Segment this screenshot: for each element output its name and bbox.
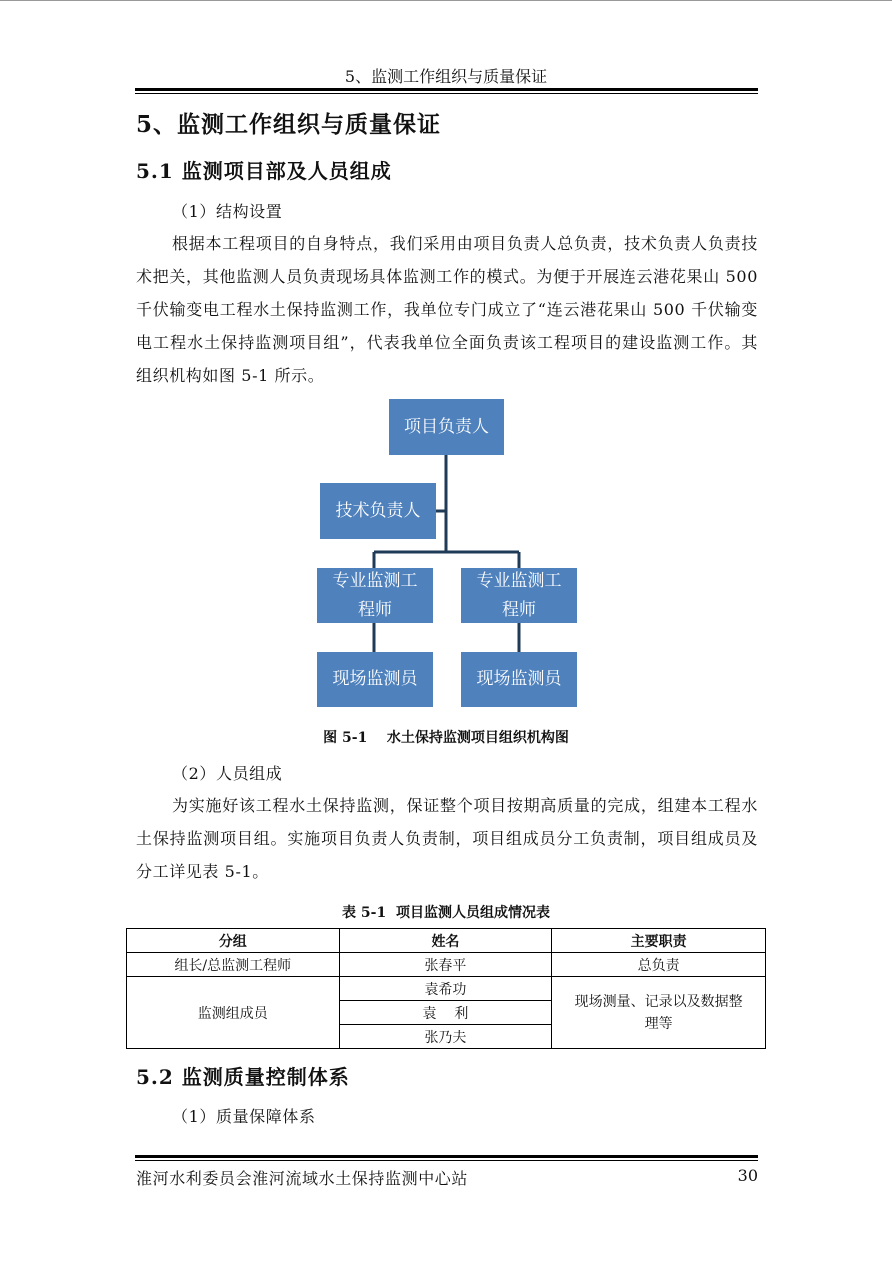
org-box-staff-right: 现场监测员 (461, 652, 577, 707)
header-rule-thick (135, 88, 758, 91)
table-row (127, 977, 766, 1001)
footer-rule-thin (135, 1160, 758, 1161)
table-header-cell: 姓名 (339, 929, 552, 953)
org-box-staff-left: 现场监测员 (317, 652, 433, 707)
table-cell-duty: 总负责 (552, 953, 766, 977)
page-top-edge (0, 0, 892, 1)
org-box-tech-lead: 技术负责人 (320, 483, 436, 539)
table-header-cell: 分组 (127, 929, 340, 953)
section-title-5-1: 5.1 监测项目部及人员组成 (136, 159, 392, 183)
footer-organization: 淮河水利委员会淮河流域水土保持监测中心站 (136, 1169, 469, 1188)
table-header-cell: 主要职责 (552, 929, 766, 953)
personnel-table (126, 928, 766, 1049)
org-box-project-lead: 项目负责人 (389, 399, 504, 455)
section-title-5-2: 5.2 监测质量控制体系 (136, 1065, 350, 1089)
table-header-row (127, 929, 766, 953)
table-cell-duty: 现场测量、记录以及数据整理等 (552, 977, 766, 1049)
header-rule-thin (135, 93, 758, 94)
org-box-engineer-right: 专业监测工程师 (461, 568, 577, 623)
table-cell-name: 袁 利 (339, 1001, 552, 1025)
subheading-structure: （1）结构设置 (172, 202, 283, 221)
table-caption: 表 5-1 项目监测人员组成情况表 (342, 905, 550, 921)
org-box-engineer-left: 专业监测工程师 (317, 568, 433, 623)
footer-rule-thick (135, 1155, 758, 1158)
table-row (127, 953, 766, 977)
chapter-title: 5、监测工作组织与质量保证 (136, 111, 442, 138)
table-cell-name: 张乃夫 (339, 1025, 552, 1049)
table-cell-group: 监测组成员 (127, 977, 340, 1049)
table-cell-name: 张春平 (339, 953, 552, 977)
figure-caption: 图 5-1 水土保持监测项目组织机构图 (323, 730, 569, 746)
subheading-personnel: （2）人员组成 (172, 764, 283, 783)
table-cell-name: 袁希功 (339, 977, 552, 1001)
paragraph-structure: 根据本工程项目的自身特点，我们采用由项目负责人总负责，技术负责人负责技术把关，其他监测人员负责现场具体监测工作的模式。为便于开展连云港花果山 500 千伏输变电工程水土保持监测工作，我单位专门成立了“连云港花果山 500 千伏输变电工程水土保持监测项目组”，代表我单位全面负责该工程项目的建设监测工作。其组织机构如图 5-1 所示。 (136, 234, 758, 385)
running-header: 5、监测工作组织与质量保证 (344, 67, 548, 86)
paragraph-personnel: 为实施好该工程水土保持监测，保证整个项目按期高质量的完成，组建本工程水土保持监测项目组。实施项目负责人负责制，项目组成员分工负责制，项目组成员及分工详见表 5-1。 (136, 796, 758, 881)
page-number: 30 (737, 1166, 758, 1185)
table-cell-group: 组长/总监测工程师 (127, 953, 340, 977)
subheading-quality: （1）质量保障体系 (172, 1107, 316, 1126)
